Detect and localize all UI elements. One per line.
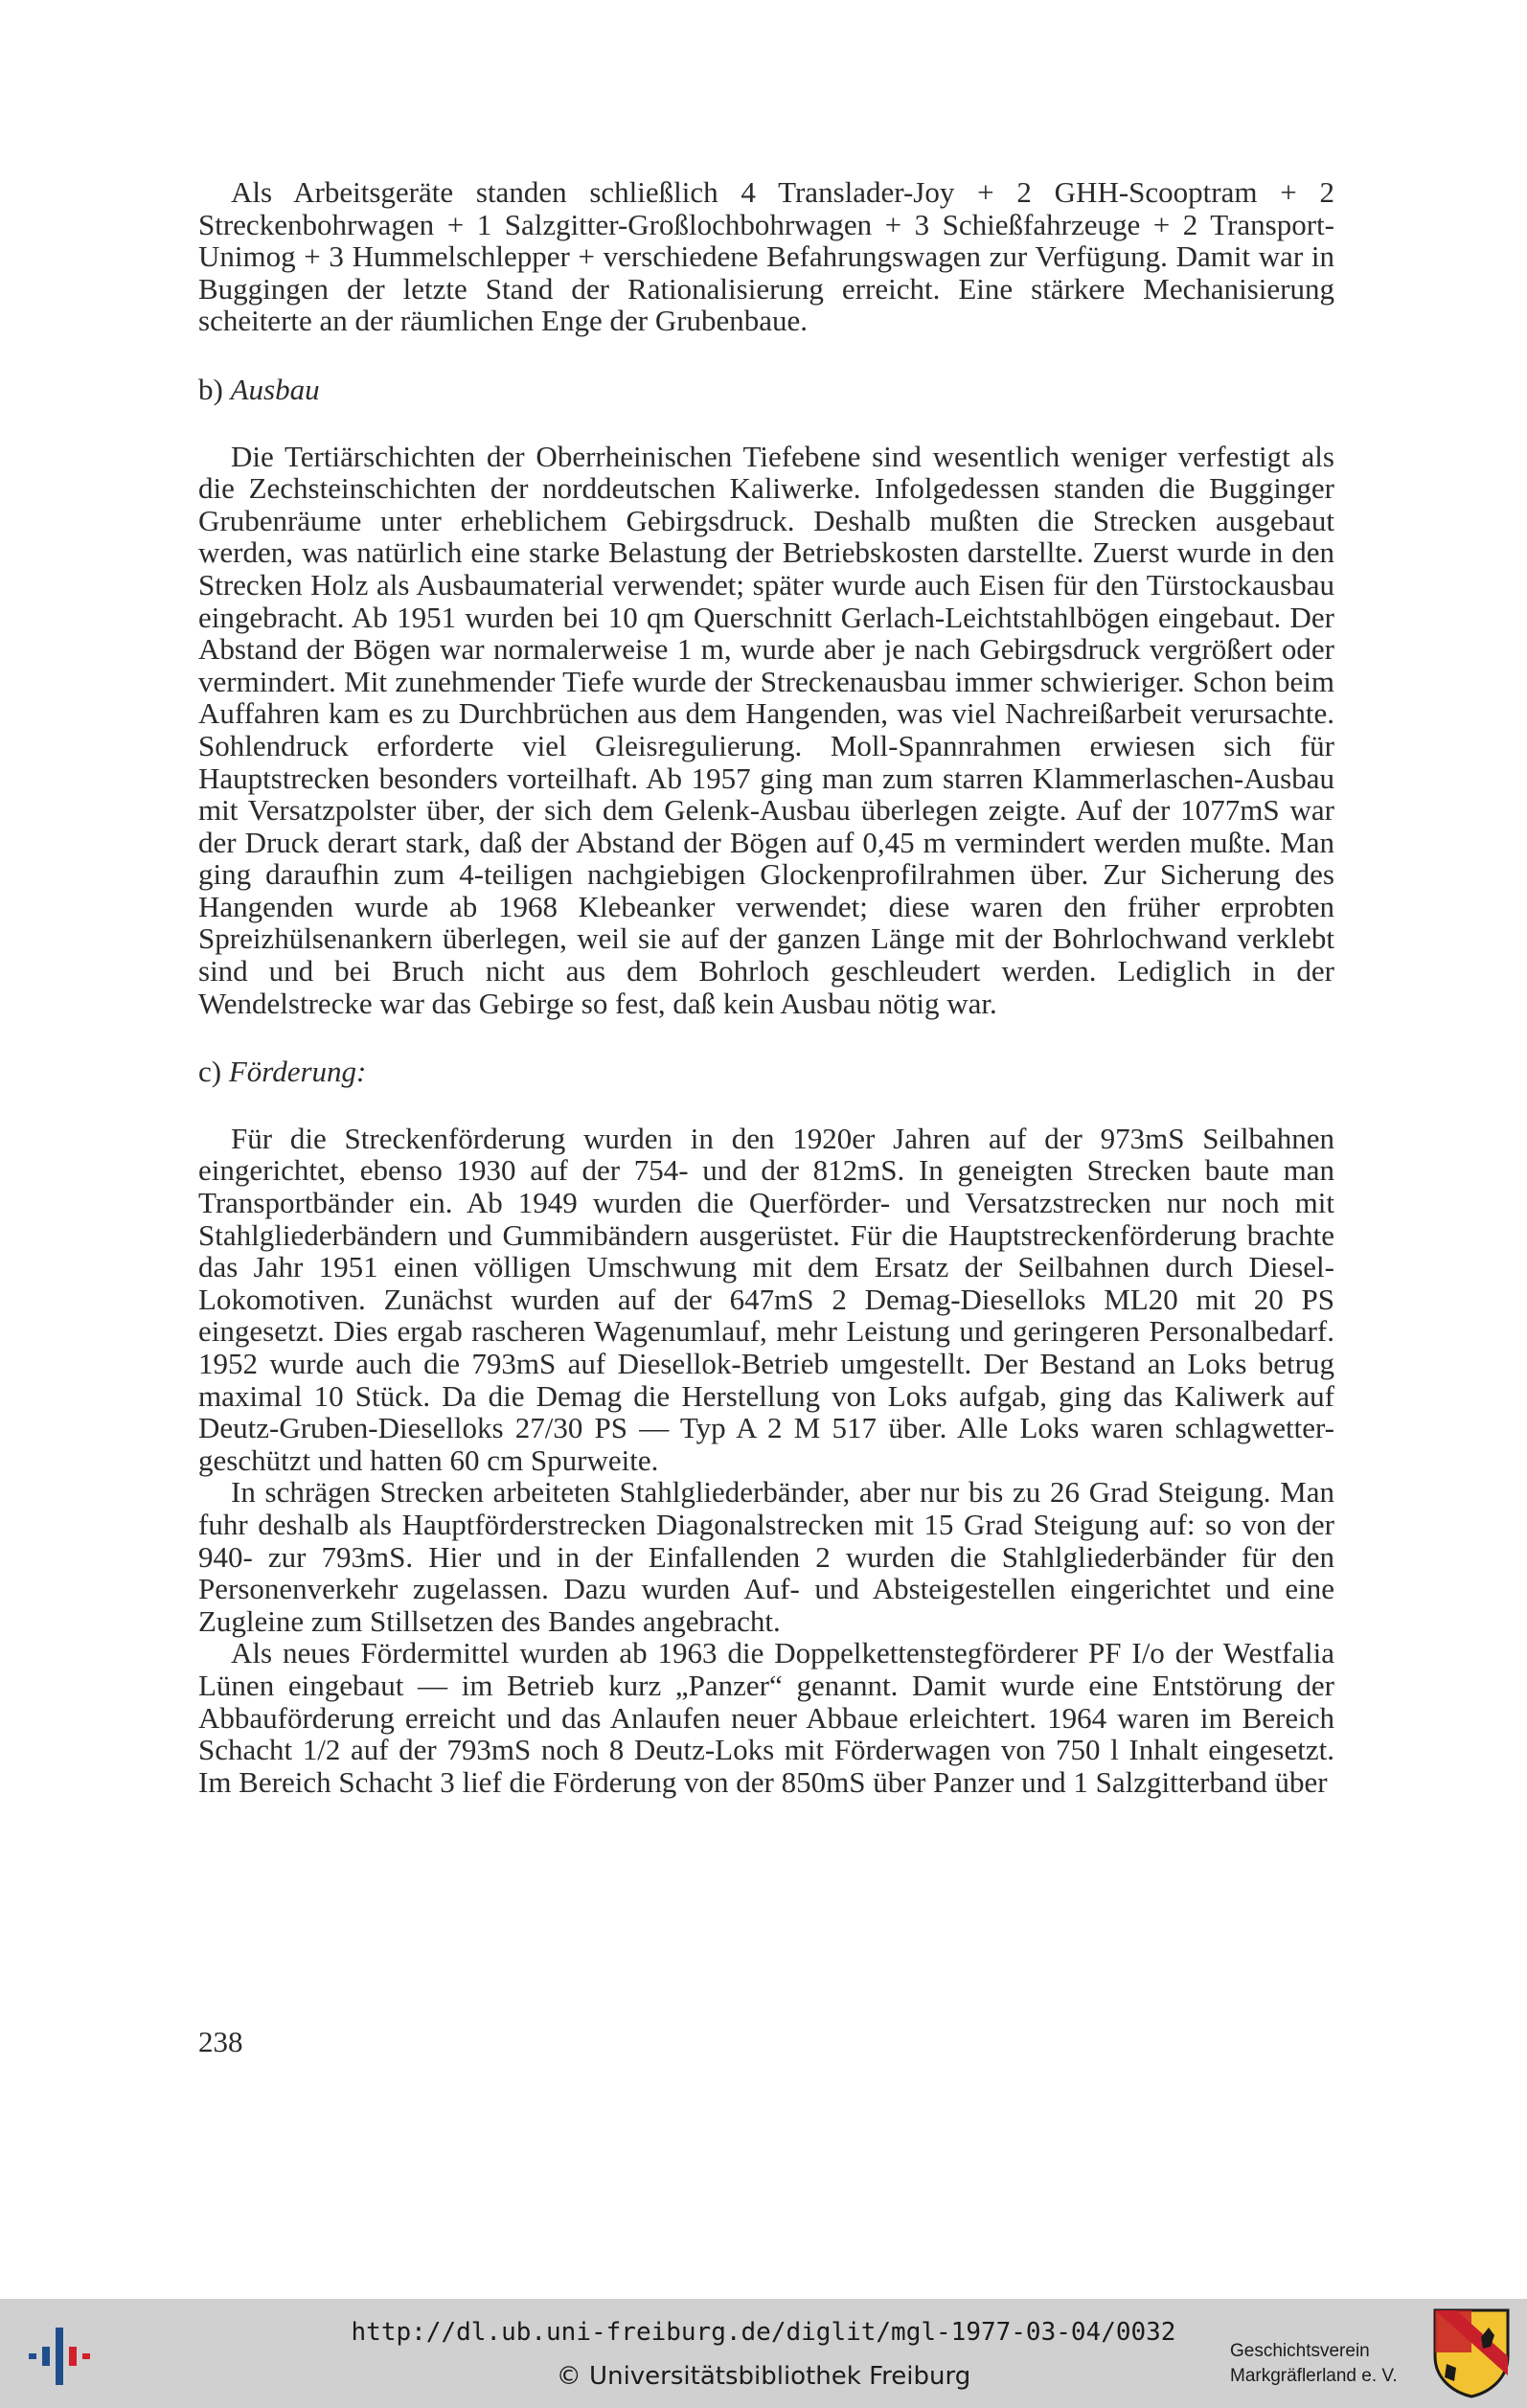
document-body bbox=[198, 176, 1334, 1798]
society-name-line-2: Markgräflerland e. V. bbox=[1230, 2366, 1398, 2386]
section-title: Ausbau bbox=[230, 372, 320, 406]
paragraph-foerderung-1: Für die Streckenförderung wurden in den 1920er Jahren auf der 973mS Seilbahnen eingerichtet, ebenso 1930 auf der 754- und der 812mS. In geneigten Strecken baute man Transportbänder ein. Ab 1949 wurden die Querförder- und Versatzstrecken nur noch mit Stahlgliederbändern und Gummibändern ausgerüstet. Für die Hauptstreckenförderung brachte das Jahr 1951 einen völligen Umschwung mit dem Ersatz der Seilbahnen durch Diesel-Lokomotiven. Zunächst wurden auf der 647mS 2 Demag-Dieselloks ML20 mit 20 PS eingesetzt. Dies ergab rascheren Wagenumlauf, mehr Leistung und geringeren Personalbedarf. 1952 wurde auch die 793mS auf Diesellok-Betrieb umgestellt. Der Bestand an Loks betrug maximal 10 Stück. Da die Demag die Herstellung von Loks aufgab, ging das Kaliwerk auf Deutz-Gruben-Dieselloks 27/30 PS — Typ A 2 M 517 über. Alle Loks waren schlagwetter-geschützt und hatten 60 cm Spurweite. bbox=[198, 1121, 1334, 1477]
society-name-line-1: Geschichtsverein bbox=[1230, 2341, 1370, 2361]
paragraph-foerderung-2: In schrägen Strecken arbeiteten Stahlgliederbänder, aber nur bis zu 26 Grad Steigung. Man fuhr deshalb als Hauptförderstrecken Diagonalstrecken mit 15 Grad Steigung auf: so von der 940- zur 793mS. Hier und in der Einfallenden 2 wurden die Stahlgliederbänder für den Personenverkehr zugelassen. Dazu wurden Auf- und Absteigestellen eingerichtet und eine Zugleine zum Stillsetzen des Bandes angebracht. bbox=[198, 1475, 1334, 1638]
paragraph-ausbau: Die Tertiärschichten der Oberrheinischen Tiefebene sind wesentlich weniger verfestigt als die Zechsteinschichten der norddeutschen Kaliwerke. Infolgedessen standen die Bugginger Grubenräume unter erheblichem Gebirgsdruck. Deshalb mußten die Strecken ausgebaut werden, was natürlich eine starke Belastung der Betriebskosten darstellte. Zuerst wurde in den Strecken Holz als Ausbaumaterial verwendet; später wurde auch Eisen für den Türstockausbau eingebracht. Ab 1951 wurden bei 10 qm Querschnitt Gerlach-Leichtstahlbögen eingebaut. Der Abstand der Bögen war normalerweise 1 m, wurde aber je nach Gebirgsdruck vergrößert oder vermindert. Mit zunehmender Tiefe wurde der Streckenausbau immer schwieriger. Schon beim Auffahren kam es zu Durchbrüchen aus dem Hangenden, was viel Nachreißarbeit verursachte. Sohlendruck erforderte viel Gleisregulierung. Moll-Spannrahmen erwiesen sich für Hauptstrecken besonders vorteilhaft. Ab 1957 ging man zum starren Klammerlaschen-Ausbau mit Versatzpolster über, der sich dem Gelenk-Ausbau überlegen zeigte. Auf der 1077mS war der Druck derart stark, daß der Abstand der Bögen auf 0,45 m vermindert werden mußte. Man ging daraufhin zum 4-teiligen nachgiebigen Glockenprofilrahmen über. Zur Sicherung des Hangenden wurde ab 1968 Klebeanker verwendet; diese waren den früher erprobten Spreizhülsenankern überlegen, weil sie auf der ganzen Länge mit der Bohrlochwand verklebt sind und bei Bruch nicht aus dem Bohrloch geschleudert werden. Lediglich in der Wendelstrecke war das Gebirge so fest, daß kein Ausbau nötig war. bbox=[198, 439, 1334, 1020]
section-heading-ausbau bbox=[198, 374, 1334, 406]
copyright-notice: © Universitätsbibliothek Freiburg bbox=[556, 2362, 971, 2391]
paragraph-foerderung-3: Als neues Fördermittel wurden ab 1963 die Doppelkettenstegförderer PF I/o der Westfalia Lünen eingebaut — im Betrieb kurz „Panzer“ genannt. Damit wurde eine Entstörung der Abbauförderung erreicht und das Anlaufen neuer Abbaue erleichtert. 1964 waren im Bereich Schacht 1/2 auf der 793mS noch 8 Deutz-Loks mit Förderwagen von 750 l Inhalt eingesetzt. Im Bereich Schacht 3 lief die Förderung von der 850mS über Panzer und 1 Salzgitterband über bbox=[198, 1636, 1334, 1799]
permalink-url[interactable]: http://dl.ub.uni-freiburg.de/diglit/mgl-1977-03-04/0032 bbox=[351, 2318, 1176, 2347]
coat-of-arms-icon bbox=[1433, 2308, 1510, 2398]
page-number: 238 bbox=[198, 2025, 243, 2058]
footer-bar bbox=[0, 2299, 1527, 2408]
section-heading-foerderung bbox=[198, 1056, 1334, 1088]
society-name bbox=[1230, 2339, 1398, 2389]
section-title: Förderung: bbox=[228, 1055, 367, 1089]
section-marker: c) bbox=[198, 1055, 222, 1089]
section-marker: b) bbox=[198, 372, 223, 406]
paragraph-intro: Als Arbeitsgeräte standen schließlich 4 Translader-Joy + 2 GHH-Scooptram + 2 Streckenbohrwagen + 1 Salzgitter-Großlochbohrwagen + 3 Schießfahrzeuge + 2 Transport-Unimog + 3 Hummelschlepper + verschiedene Befahrungswagen zur Verfügung. Damit war in Buggingen der letzte Stand der Rationalisierung erreicht. Eine stärkere Mechanisierung scheiterte an der räumlichen Enge der Grubenbaue. bbox=[198, 175, 1334, 338]
